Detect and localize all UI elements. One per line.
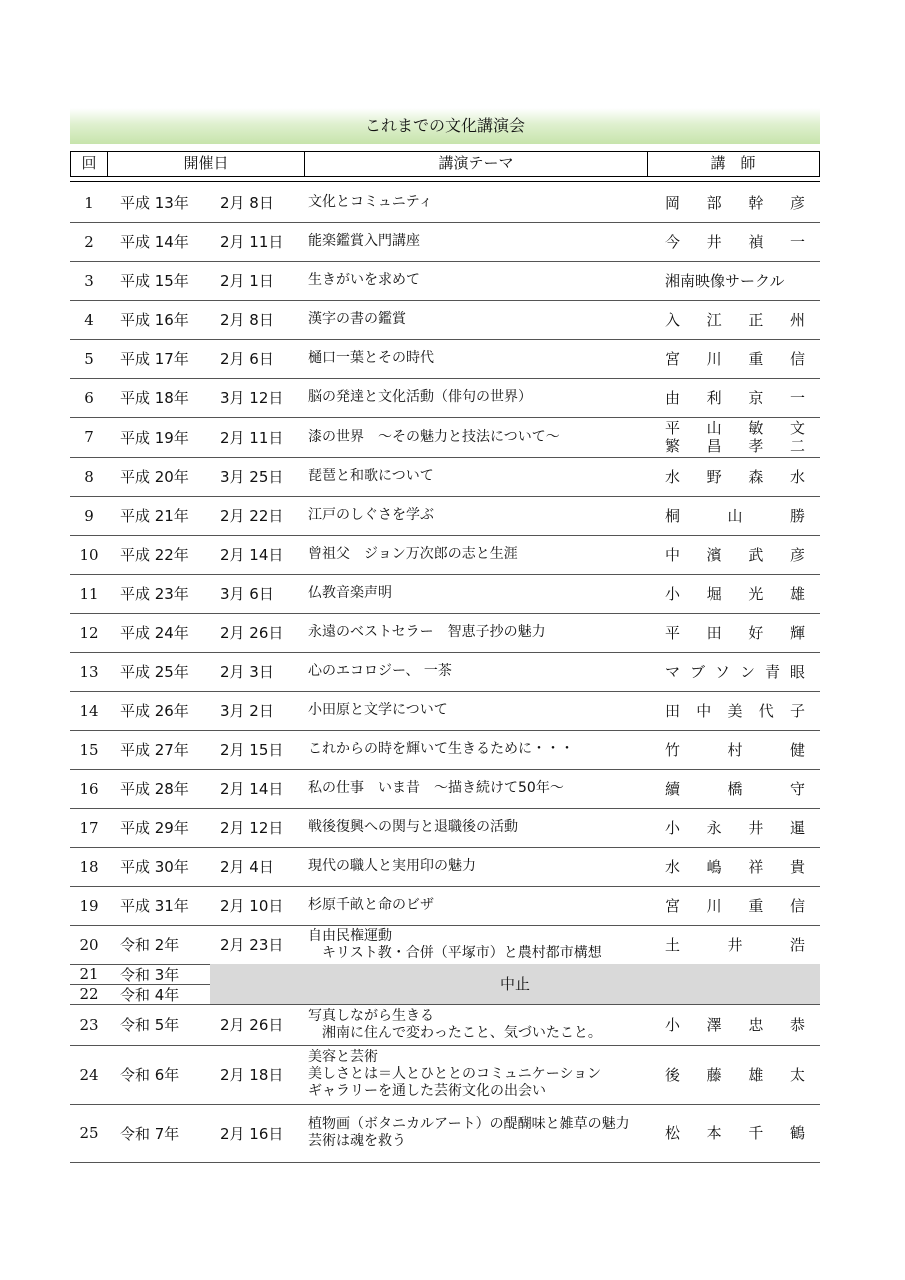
row-theme (308, 1104, 658, 1162)
speaker-line (665, 272, 805, 290)
row-theme (308, 652, 658, 691)
speaker-char: 江 (706, 310, 722, 329)
theme-line: 私の仕事 いま昔 ～描き続けて50年～ (308, 780, 564, 796)
row-date: 3月 6日 (220, 585, 274, 603)
cancelled-item (70, 984, 210, 1004)
row-theme (308, 574, 658, 613)
speaker-char: 森 (748, 467, 764, 486)
row-theme (308, 847, 658, 886)
speaker-char: 水 (665, 467, 681, 486)
row-era: 令和 6年 (120, 1066, 180, 1084)
row-number: 16 (79, 779, 99, 798)
row-date: 2月 3日 (220, 663, 274, 681)
table-row (70, 339, 820, 379)
speaker-line (665, 507, 805, 525)
theme-line: 美容と芸術 (308, 1049, 378, 1065)
speaker-char: 川 (706, 349, 722, 368)
row-theme (308, 1045, 658, 1104)
row-number: 7 (84, 428, 94, 446)
row-speaker (665, 1104, 805, 1162)
speaker-line (665, 350, 805, 368)
theme-line: 漆の世界 ～その魅力と技法について～ (308, 428, 560, 445)
speaker-char: 今 (665, 232, 681, 251)
row-number: 14 (79, 701, 99, 720)
row-number: 15 (79, 740, 99, 759)
row-date: 2月 23日 (220, 936, 284, 954)
speaker-char: 山 (727, 506, 743, 525)
row-date: 2月 8日 (220, 194, 274, 212)
table-row (70, 925, 820, 965)
row-era: 平成 18年 (120, 389, 189, 407)
speaker-char: 重 (748, 349, 764, 368)
theme-line: 植物画（ボタニカルアート）の醍醐味と雑草の魅力 (308, 1116, 630, 1132)
speaker-char: 土 (665, 935, 681, 954)
row-theme (308, 769, 658, 808)
row-theme (308, 730, 658, 769)
speaker-char: 中 (665, 545, 681, 564)
header-date: 開催日 (108, 152, 305, 176)
speaker-char: 續 (665, 779, 681, 798)
row-speaker (665, 1045, 805, 1104)
row-era: 平成 19年 (120, 428, 189, 447)
speaker-line (665, 780, 805, 798)
theme-line: 美しさとは＝人とひととのコミュニケーション (308, 1066, 602, 1082)
row-era: 平成 24年 (120, 624, 189, 642)
speaker-char: ブ (689, 662, 705, 681)
row-number: 4 (84, 310, 94, 329)
table-row (70, 378, 820, 418)
speaker-line (665, 546, 805, 564)
speaker-line (665, 936, 805, 954)
row-theme (308, 183, 658, 222)
speaker-line (665, 702, 805, 720)
table-row (70, 1104, 820, 1163)
speaker-char: 入 (665, 310, 681, 329)
speaker-char: ソ (714, 662, 730, 681)
row-theme (308, 222, 658, 261)
row-date: 2月 11日 (220, 233, 284, 251)
speaker-char: 雄 (748, 1065, 764, 1084)
row-date: 2月 11日 (220, 428, 284, 447)
speaker-char: 澤 (706, 1015, 722, 1034)
row-speaker (665, 222, 805, 261)
speaker-char: 平 (665, 419, 681, 437)
row-date: 2月 26日 (220, 624, 284, 642)
speaker-char: 禎 (748, 232, 764, 251)
speaker-char: 利 (706, 388, 722, 407)
speaker-char: 部 (706, 193, 722, 212)
row-era: 平成 20年 (120, 468, 189, 486)
speaker-char: 浩 (789, 935, 805, 954)
speaker-char: 小 (665, 584, 681, 603)
row-era: 平成 16年 (120, 311, 189, 329)
speaker-char: 嶋 (706, 857, 722, 876)
theme-line: 芸術は魂を救う (308, 1133, 406, 1149)
row-date: 2月 18日 (220, 1066, 284, 1084)
table-row (70, 691, 820, 731)
row-number: 18 (79, 857, 99, 876)
cancelled-era: 令和 3年 (120, 965, 180, 984)
row-era: 平成 14年 (120, 233, 189, 251)
row-number: 10 (79, 545, 99, 564)
row-theme (308, 300, 658, 339)
speaker-char: 水 (789, 467, 805, 486)
page-title: これまでの文化講演会 (70, 108, 820, 144)
speaker-char: 美 (727, 701, 743, 720)
speaker-char: 恭 (789, 1015, 805, 1034)
speaker-char: 輝 (789, 623, 805, 642)
row-number: 9 (84, 506, 94, 525)
speaker-line (665, 624, 805, 642)
cancelled-item (70, 964, 210, 984)
header-theme: 講演テーマ (305, 152, 648, 176)
speaker-char: 濱 (706, 545, 722, 564)
row-number: 12 (79, 623, 99, 642)
speaker-char: 平 (665, 623, 681, 642)
speaker-char: 田 (706, 623, 722, 642)
speaker-char: 松 (665, 1124, 681, 1142)
speaker-char: 宮 (665, 896, 681, 915)
row-era: 平成 26年 (120, 702, 189, 720)
row-number: 17 (79, 818, 99, 837)
row-speaker (665, 378, 805, 417)
row-date: 2月 26日 (220, 1016, 284, 1034)
speaker-char: 代 (758, 701, 774, 720)
row-era: 平成 21年 (120, 507, 189, 525)
table-row (70, 847, 820, 887)
row-speaker (665, 769, 805, 808)
speaker-char: 由 (665, 388, 681, 407)
row-date: 2月 15日 (220, 741, 284, 759)
speaker-char: 彦 (789, 193, 805, 212)
speaker-char: 繁 (665, 437, 681, 455)
row-era: 平成 13年 (120, 194, 189, 212)
speaker-char: 好 (748, 623, 764, 642)
row-theme (308, 535, 658, 574)
speaker-char: 岡 (665, 193, 681, 212)
row-theme (308, 261, 658, 300)
speaker-char: 正 (748, 310, 764, 329)
row-number: 24 (79, 1065, 99, 1084)
speaker-char: 小 (665, 1015, 681, 1034)
row-speaker (665, 808, 805, 847)
row-speaker (665, 535, 805, 574)
speaker-char: 井 (727, 935, 743, 954)
speaker-char: 二 (789, 437, 805, 455)
speaker-char: 宮 (665, 349, 681, 368)
speaker-char: 井 (748, 818, 764, 837)
row-speaker (665, 339, 805, 378)
table-row (70, 613, 820, 653)
theme-line: 湘南に住んで変わったこと、気づいたこと。 (308, 1024, 602, 1041)
speaker-char: 昌 (706, 437, 722, 455)
speaker-line (665, 437, 805, 455)
table-row (70, 222, 820, 262)
speaker-line (665, 389, 805, 407)
row-era: 令和 5年 (120, 1016, 180, 1034)
table-row (70, 535, 820, 575)
row-speaker (665, 496, 805, 535)
row-number: 19 (79, 896, 99, 915)
speaker-char: 橋 (727, 779, 743, 798)
speaker-line (665, 233, 805, 251)
row-era: 平成 30年 (120, 858, 189, 876)
row-era: 平成 23年 (120, 585, 189, 603)
speaker-char: 雄 (789, 584, 805, 603)
theme-line: 琵琶と和歌について (308, 468, 434, 484)
row-theme (308, 417, 658, 457)
table-row (70, 1004, 820, 1046)
row-speaker (665, 691, 805, 730)
theme-line: 脳の発達と文化活動（俳句の世界） (308, 389, 532, 405)
theme-line: 写真しながら生きる (308, 1007, 434, 1024)
speaker-line (665, 419, 805, 437)
speaker-char: 勝 (789, 506, 805, 525)
row-era: 令和 7年 (120, 1124, 180, 1143)
speaker-char: 守 (789, 779, 805, 798)
speaker-char: 川 (706, 896, 722, 915)
row-era: 令和 2年 (120, 936, 180, 954)
speaker-char: 暹 (789, 818, 805, 837)
speaker-char: 敏 (748, 419, 764, 437)
row-number: 2 (84, 232, 94, 251)
table-row (70, 574, 820, 614)
row-era: 平成 28年 (120, 780, 189, 798)
theme-line: 江戸のしぐさを学ぶ (308, 507, 434, 523)
row-speaker (665, 1004, 805, 1045)
speaker-char: 子 (789, 701, 805, 720)
theme-line: 生きがいを求めて (308, 272, 420, 288)
row-theme (308, 691, 658, 730)
speaker-char: 桐 (665, 506, 681, 525)
row-era: 平成 27年 (120, 741, 189, 759)
theme-line: 樋口一葉とその時代 (308, 350, 434, 366)
speaker-char: 本 (706, 1124, 722, 1142)
speaker-char: 山 (706, 419, 722, 437)
row-date: 2月 22日 (220, 507, 284, 525)
speaker-char: 田 (665, 701, 681, 720)
row-date: 2月 14日 (220, 780, 284, 798)
row-number: 20 (79, 935, 99, 954)
row-date: 2月 12日 (220, 819, 284, 837)
row-number: 23 (79, 1015, 99, 1034)
speaker-char: 竹 (665, 740, 681, 759)
speaker-char: 千 (748, 1124, 764, 1142)
row-date: 2月 6日 (220, 350, 274, 368)
row-number: 1 (84, 193, 94, 212)
theme-line: 杉原千畝と命のビザ (308, 897, 434, 913)
row-theme (308, 613, 658, 652)
speaker-char: 後 (665, 1065, 681, 1084)
theme-line: 小田原と文学について (308, 702, 448, 718)
speaker-line (665, 897, 805, 915)
table-row (70, 886, 820, 926)
table-row (70, 808, 820, 848)
speaker-char: 祥 (748, 857, 764, 876)
theme-line: 曾祖父 ジョン万次郎の志と生涯 (308, 546, 518, 562)
speaker-char: 野 (706, 467, 722, 486)
speaker-char: 堀 (706, 584, 722, 603)
speaker-char: 健 (789, 740, 805, 759)
speaker-char: 鶴 (789, 1124, 805, 1142)
theme-line: 漢字の書の鑑賞 (308, 311, 406, 327)
speaker-char: 小 (665, 818, 681, 837)
row-date: 2月 8日 (220, 311, 274, 329)
header-rule (70, 181, 820, 182)
cancelled-no: 22 (79, 985, 99, 1003)
row-speaker (665, 847, 805, 886)
row-date: 3月 2日 (220, 702, 274, 720)
speaker-line (665, 1066, 805, 1084)
speaker-char: 光 (748, 584, 764, 603)
table-row (70, 730, 820, 770)
speaker-char: 忠 (748, 1015, 764, 1034)
speaker-line (665, 1016, 805, 1034)
speaker-char: 彦 (789, 545, 805, 564)
row-era: 平成 15年 (120, 272, 189, 290)
speaker-line (665, 468, 805, 486)
speaker-char: 信 (789, 896, 805, 915)
row-theme (308, 339, 658, 378)
speaker-line (665, 858, 805, 876)
row-speaker (665, 417, 805, 457)
row-speaker (665, 574, 805, 613)
speaker-line (665, 741, 805, 759)
speaker-char: マ (665, 662, 681, 681)
row-number: 13 (79, 662, 99, 681)
speaker-char: 中 (696, 701, 712, 720)
row-era: 平成 17年 (120, 350, 189, 368)
speaker-char: 村 (727, 740, 743, 759)
row-era: 平成 22年 (120, 546, 189, 564)
table-header (70, 151, 820, 177)
cancelled-row (70, 964, 820, 1005)
row-speaker (665, 261, 805, 300)
row-theme (308, 457, 658, 496)
row-speaker (665, 925, 805, 964)
speaker-char: 湘南映像サークル (665, 271, 785, 290)
row-speaker (665, 300, 805, 339)
speaker-line (665, 585, 805, 603)
speaker-char: 永 (706, 818, 722, 837)
theme-line: ギャラリーを通した芸術文化の出会い (308, 1083, 546, 1099)
speaker-line (665, 311, 805, 329)
theme-line: 文化とコミュニティ (308, 194, 433, 210)
row-date: 2月 14日 (220, 546, 284, 564)
theme-line: これからの時を輝いて生きるために・・・ (308, 741, 574, 757)
row-theme (308, 925, 658, 964)
speaker-char: 京 (748, 388, 764, 407)
theme-line: キリスト教・合併（平塚市）と農村都市構想 (308, 944, 602, 961)
table-row (70, 496, 820, 536)
header-speaker: 講 師 (710, 154, 756, 172)
speaker-line (665, 663, 805, 681)
table-row (70, 769, 820, 809)
speaker-char: 武 (748, 545, 764, 564)
theme-line: 戦後復興への関与と退職後の活動 (308, 819, 518, 835)
speaker-char: 重 (748, 896, 764, 915)
row-number: 3 (84, 271, 94, 290)
speaker-line (665, 194, 805, 212)
theme-line: 現代の職人と実用印の魅力 (308, 858, 476, 874)
row-era: 平成 31年 (120, 897, 189, 915)
table-row (70, 183, 820, 223)
row-theme (308, 886, 658, 925)
row-number: 11 (79, 584, 99, 603)
theme-line: 能楽鑑賞入門講座 (308, 233, 420, 249)
header-no: 回 (71, 152, 108, 176)
speaker-char: 眼 (789, 662, 805, 681)
speaker-char: 一 (789, 232, 805, 251)
table-row (70, 652, 820, 692)
row-theme (308, 1004, 658, 1045)
theme-line: 仏教音楽声明 (308, 585, 392, 601)
speaker-char: 州 (789, 310, 805, 329)
row-number: 6 (84, 388, 94, 407)
row-date: 3月 25日 (220, 468, 284, 486)
speaker-line (665, 1124, 805, 1142)
speaker-char: 井 (706, 232, 722, 251)
row-speaker (665, 652, 805, 691)
theme-line: 自由民権運動 (308, 927, 392, 944)
table-row (70, 300, 820, 340)
row-theme (308, 378, 658, 417)
table-row (70, 457, 820, 497)
speaker-char: 水 (665, 857, 681, 876)
speaker-char: ン (739, 662, 755, 681)
row-speaker (665, 183, 805, 222)
speaker-char: 一 (789, 388, 805, 407)
table-row (70, 261, 820, 301)
row-number: 8 (84, 467, 94, 486)
row-speaker (665, 457, 805, 496)
row-date: 3月 12日 (220, 389, 284, 407)
speaker-char: 幹 (748, 193, 764, 212)
row-date: 2月 1日 (220, 272, 274, 290)
table-row (70, 417, 820, 458)
row-date: 2月 10日 (220, 897, 284, 915)
row-speaker (665, 730, 805, 769)
cancelled-no: 21 (79, 965, 99, 983)
cancelled-era: 令和 4年 (120, 985, 180, 1004)
speaker-char: 藤 (706, 1065, 722, 1084)
speaker-char: 信 (789, 349, 805, 368)
speaker-char: 文 (789, 419, 805, 437)
theme-line: 心のエコロジー、 一茶 (308, 663, 452, 679)
row-date: 2月 4日 (220, 858, 274, 876)
row-speaker (665, 613, 805, 652)
row-number: 5 (84, 349, 94, 368)
row-speaker (665, 886, 805, 925)
speaker-char: 貴 (789, 857, 805, 876)
speaker-char: 青 (764, 662, 780, 681)
cancelled-label: 中止 (210, 964, 820, 1004)
row-era: 平成 29年 (120, 819, 189, 837)
speaker-char: 孝 (748, 437, 764, 455)
row-date: 2月 16日 (220, 1124, 284, 1143)
row-era: 平成 25年 (120, 663, 189, 681)
table-row (70, 1045, 820, 1105)
row-theme (308, 496, 658, 535)
row-number: 25 (79, 1124, 99, 1142)
row-theme (308, 808, 658, 847)
speaker-line (665, 819, 805, 837)
theme-line: 永遠のベストセラー 智恵子抄の魅力 (308, 624, 546, 640)
speaker-char: 太 (789, 1065, 805, 1084)
